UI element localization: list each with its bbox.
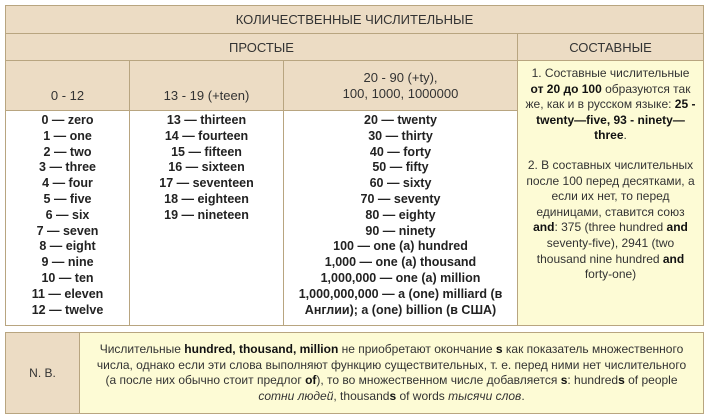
list-item: 14 — fourteen (164, 128, 249, 143)
col2-list (130, 111, 284, 326)
list-item: 50 — fifty (372, 160, 429, 175)
table-title: КОЛИЧЕСТВЕННЫЕ ЧИСЛИТЕЛЬНЫЕ (6, 6, 704, 34)
compound-header: СОСТАВНЫЕ (518, 34, 704, 61)
nb-translation: тысячи слов (448, 388, 522, 403)
nb-text: of words (396, 388, 449, 403)
list-item: 1,000,000,000 — a (one) milliard (в (298, 286, 503, 301)
list-item: 17 — seventeen (159, 176, 254, 191)
nb-words: hundred, thousand, million (184, 342, 339, 356)
nb-text: Числительные (99, 342, 185, 356)
nb-s: s (618, 373, 625, 387)
list-item: 4 — four (42, 176, 93, 191)
nb-note (80, 333, 704, 414)
nb-s: s (389, 388, 397, 403)
nb-text: of people (624, 373, 678, 387)
list-item: 90 — ninety (365, 223, 436, 238)
rule1-text-e: . (623, 128, 627, 143)
col3-header (284, 61, 518, 111)
list-item: 1,000 — one (a) thousand (324, 255, 477, 270)
nb-text: ), то во множественном числе добавляется (316, 373, 561, 387)
rule1-text-a: 1. Составные числительные (531, 66, 690, 80)
list-item: 1,000,000 — one (a) million (320, 270, 481, 285)
list-item: 18 — eighteen (164, 191, 249, 206)
list-item: 1 — one (43, 128, 92, 143)
compound-rule-1 (524, 66, 697, 144)
nb-s: s (560, 373, 568, 387)
nb-label: N. B. (6, 333, 80, 414)
list-item: 5 — five (43, 191, 92, 206)
list-item: 80 — eighty (365, 207, 436, 222)
list-item: 30 — thirty (368, 128, 433, 143)
rule2-text-c: : 375 (three hundred (554, 220, 667, 235)
list-item: 70 — seventy (360, 191, 441, 206)
col2-header: 13 - 19 (+teen) (130, 61, 284, 111)
list-item: 19 — nineteen (164, 207, 249, 222)
list-item: 2 — two (43, 144, 92, 159)
nb-s: s (495, 342, 503, 356)
list-item: 16 — sixteen (168, 160, 245, 175)
nb-text: . (521, 388, 525, 403)
list-item: 20 — twenty (364, 113, 437, 127)
rule2-text-a: 2. В составных числительных после 100 перед десятками, а если их нет, то перед единицами, ставится союз (526, 157, 695, 219)
numerals-table (5, 5, 704, 326)
rule1-text-b: от 20 до 100 (530, 81, 602, 96)
list-item: 0 — zero (41, 113, 94, 127)
rule2-and-3: and (662, 251, 685, 266)
list-item: 10 — ten (41, 270, 94, 285)
rule2-and-1: and (533, 220, 555, 235)
list-item: Англии); a (one) billion (в США) (304, 302, 497, 317)
rule2-text-e: seventy-five), 2941 (two thousand nine hundred (536, 235, 675, 266)
list-item: 100 — one (a) hundred (333, 239, 468, 254)
list-item: 12 — twelve (31, 302, 104, 317)
rule1-example: 25 - twenty—five, 93 - ninety—three (536, 97, 696, 143)
list-item: 7 — seven (36, 223, 99, 238)
compound-rule-2 (524, 158, 697, 283)
nb-text: : hundred (567, 373, 619, 387)
col3-list (284, 111, 518, 326)
nb-table (5, 332, 704, 414)
list-item: 11 — eleven (31, 286, 104, 301)
col3-header-line1: 20 - 90 (+ty), (363, 69, 438, 85)
col1-header: 0 - 12 (6, 61, 130, 111)
rule2-and-2: and (666, 220, 688, 235)
rule2-text-g: forty-one) (584, 267, 637, 282)
list-item: 13 — thirteen (166, 113, 247, 127)
nb-text: как показатель множественного числа, однако если эти слова выполняют функцию существительных, т. е. перед ними нет числительного (а после них обычно стоит предлог (96, 342, 687, 387)
nb-text: не приобретают окончание (338, 342, 496, 356)
list-item: 3 — three (39, 160, 96, 175)
nb-of: of (305, 373, 317, 387)
list-item: 8 — eight (39, 239, 96, 254)
list-item: 6 — six (45, 207, 90, 222)
list-item: 60 — sixty (369, 176, 432, 191)
simple-header: ПРОСТЫЕ (6, 34, 518, 61)
list-item: 40 — forty (369, 144, 432, 159)
nb-text: , thousand (333, 388, 390, 403)
list-item: 15 — fifteen (171, 144, 242, 159)
col1-list (6, 111, 130, 326)
compound-rules (518, 61, 704, 326)
rule1-text-c: образуются так же, как и в русском языке: (525, 81, 691, 112)
col3-header-line2: 100, 1000, 1000000 (342, 85, 459, 101)
nb-translation: сотни людей (258, 388, 334, 403)
list-item: 9 — nine (41, 255, 94, 270)
